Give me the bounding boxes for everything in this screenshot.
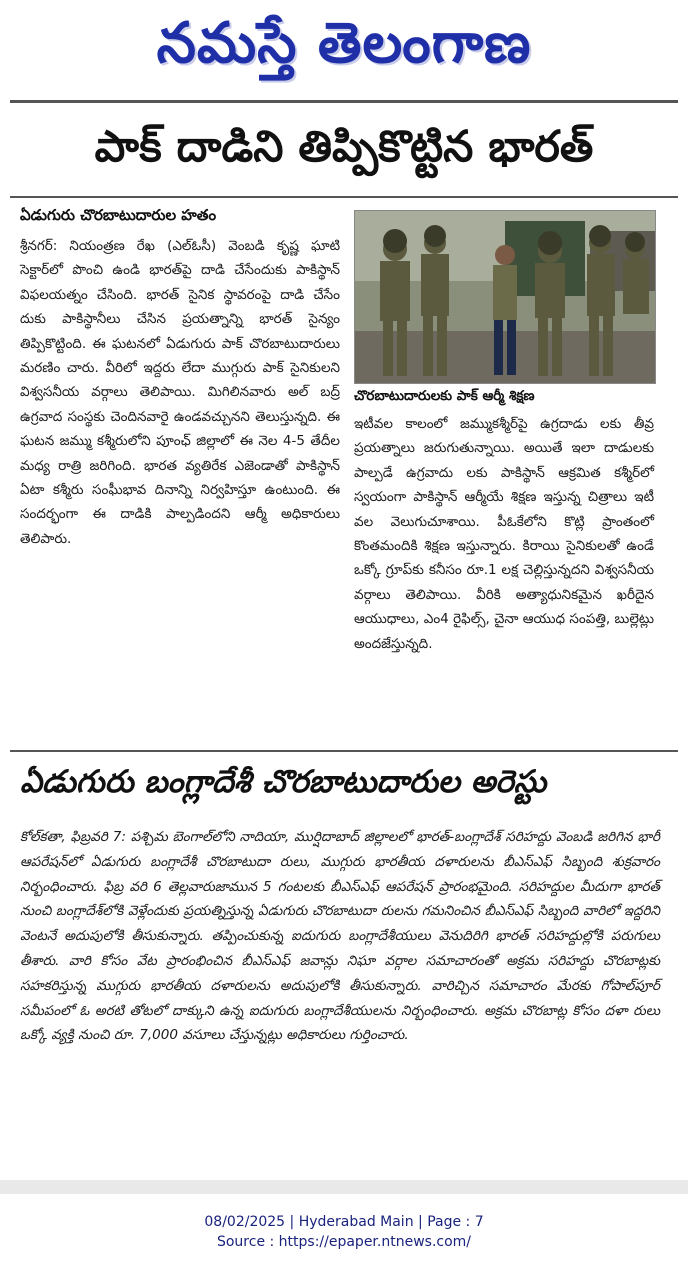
article2-headline: ఏడుగురు బంగ్లాదేశీ చొరబాటుదారుల అరెస్టు — [20, 764, 547, 800]
divider-top — [10, 100, 678, 103]
soldiers-photo-illustration — [355, 211, 655, 383]
divider-bottom — [0, 1180, 688, 1194]
footer-date-edition: 08/02/2025 | Hyderabad Main | Page : 7 — [204, 1214, 484, 1230]
footer — [0, 1212, 688, 1252]
footer-source-link[interactable]: Source : https://epaper.ntnews.com/ — [216, 1234, 472, 1250]
article1-subhead: ఏడుగురు చొరబాటుదారుల హతం — [20, 206, 217, 224]
soldiers-photo — [354, 210, 656, 384]
article2-body: కోల్‌కతా, ఫిబ్రవరి 7: పశ్చిమ బెంగాల్‌లోని నాదియా, ముర్షిదాబాద్ జిల్లాలలో భారత్-బంగ్లాదేశ్ సరిహద్దు వెంబడి జరిగిన భారీ ఆపరేషన్‌లో ఏడుగురు బంగ్లాదేశీ చొరబాటుదా రులు, ముగ్గురు భారతీయ దళారులను బీఎస్‌ఎఫ్ సిబ్బంది శుక్రవారం నిర్బంధించారు. ఫిబ్ర వరి 6 తెల్లవారుజామున 5 గంటలకు బీఎస్‌ఎఫ్ ఆపరేషన్ ప్రారంభమైంది. సరిహద్దుల మీదుగా భారత్ నుంచి బంగ్లాదేశ్‌లోకి వెళ్లేందుకు ప్రయత్నిస్తున్న ఏడుగురు చొరబాటుదా రులను గమనించిన బీఎస్‌ఎఫ్ సిబ్బంది వారిలో ఇద్దరిని వెంటనే అదుపులోకి తీసుకున్నారు. తప్పించుకున్న ఐదుగురు బంగ్లాదేశీయులు వెనుదిరిగి భారత్ సరిహద్దుల్లోకి పరుగులు తీశారు. వారి కోసం వేట ప్రారంభించిన బీఎస్‌ఎఫ్ జవాన్లు నిఘా వర్గాల సమాచారంతో అక్రమ సరిహద్దు చొరబాట్లకు సహకరిస్తున్న ముగ్గురు భారతీయ దళారులను అదుపులోకి తీసుకున్నారు. వారిచ్చిన సమాచారం మేరకు గోపాల్‌పూర్ సమీపంలో ఓ అరటి తోటలో దాక్కుని ఉన్న ఐదుగురు బంగ్లాదేశీయులను నిర్బంధించారు. అక్రమ చొరబాట్ల కోసం దళా రులు ఒక్కో వ్యక్తి నుంచి రూ. 7,000 వసూలు చేస్తున్నట్లు అధికారులు గుర్తించారు. — [20, 829, 660, 1044]
newspaper-title: నమస్తే తెలంగాణ — [156, 10, 532, 76]
photo-caption: చొరబాటుదారులకు పాక్ ఆర్మీ శిక్షణ — [354, 388, 535, 404]
divider-headline — [10, 196, 678, 198]
article1-body-left: శ్రీనగర్: నియంత్రణ రేఖ (ఎల్‌ఓసీ) వెంబడి కృష్ణ ఘాటి సెక్టార్‌లో పొంచి ఉండి భారత్‌పై దాడి చేసేందుకు పాకిస్థాన్ విఫలయత్నం చేసింది. భారత్ సైనిక స్థావరంపై దాడి చేసేం దుకు పాకిస్థానీలు చేసిన ప్రయత్నాన్ని భారత్ సైన్యం తిప్పికొట్టింది. ఈ ఘటనలో ఏడుగురు పాక్ చొరబాటుదారులు మరణిం చారు. వీరిలో ఇద్దరు లేదా ముగ్గురు పాక్ సైనికులని విశ్వసనీయ వర్గాలు తెలిపాయి. మిగిలినవారు అల్ బద్ర్ ఉగ్రవాద సంస్థకు చెందినవారై ఉండవచ్చునని తెలుస్తున్నది. ఈ ఘటన జమ్ము కశ్మీరులోని పూంఛ్ జిల్లాలో ఈ నెల 4-5 తేదీల మధ్య రాత్రి జరిగింది. భారత వ్యతిరేక ఎజెండాతో పాకిస్థాన్ ఏటా కశ్మీరు సంఘీభావ దినాన్ని నిర్వహిస్తూ ఉంటుంది. ఈ సందర్భంగా ఈ దాడికి పాల్పడిందని ఆర్మీ అధికారులు తెలిపారు. — [20, 238, 340, 547]
article1-body-right: ఇటీవల కాలంలో జమ్ముకశ్మీర్‌పై ఉగ్రదాడు లకు తీవ్ర ప్రయత్నాలు జరుగుతున్నాయి. అయితే ఇలా దాడులకు పాల్పడే ఉగ్రవాదు లకు పాకిస్థాన్ ఆక్రమిత కశ్మీర్‌లో స్వయంగా పాకిస్థాన్ ఆర్మీయే శిక్షణ ఇస్తున్న చిత్రాలు ఇటీ వల వెలుగుచూశాయి. పీఓకేలోని కొట్లి ప్రాంతంలో కొంతమందికి శిక్షణ ఇస్తున్నారు. కిరాయి సైనికులతో ఉండే ఒక్కో గ్రూప్‌కు కనీసం రూ.1 లక్ష చెల్లిస్తున్నదని విశ్వసనీయ వర్గాలు తెలిపాయి. వీరికి అత్యాధునికమైన ఖరీదైన ఆయుధాలు, ఎం4 రైఫిల్స్, చైనా ఆయుధ సంపత్తి, బుల్లెట్లు అందజేస్తున్నది. — [354, 416, 654, 652]
divider-section — [10, 750, 678, 752]
masthead — [0, 0, 688, 100]
article1-headline: పాక్ దాడిని తిప్పికొట్టిన భారత్ — [94, 122, 594, 172]
